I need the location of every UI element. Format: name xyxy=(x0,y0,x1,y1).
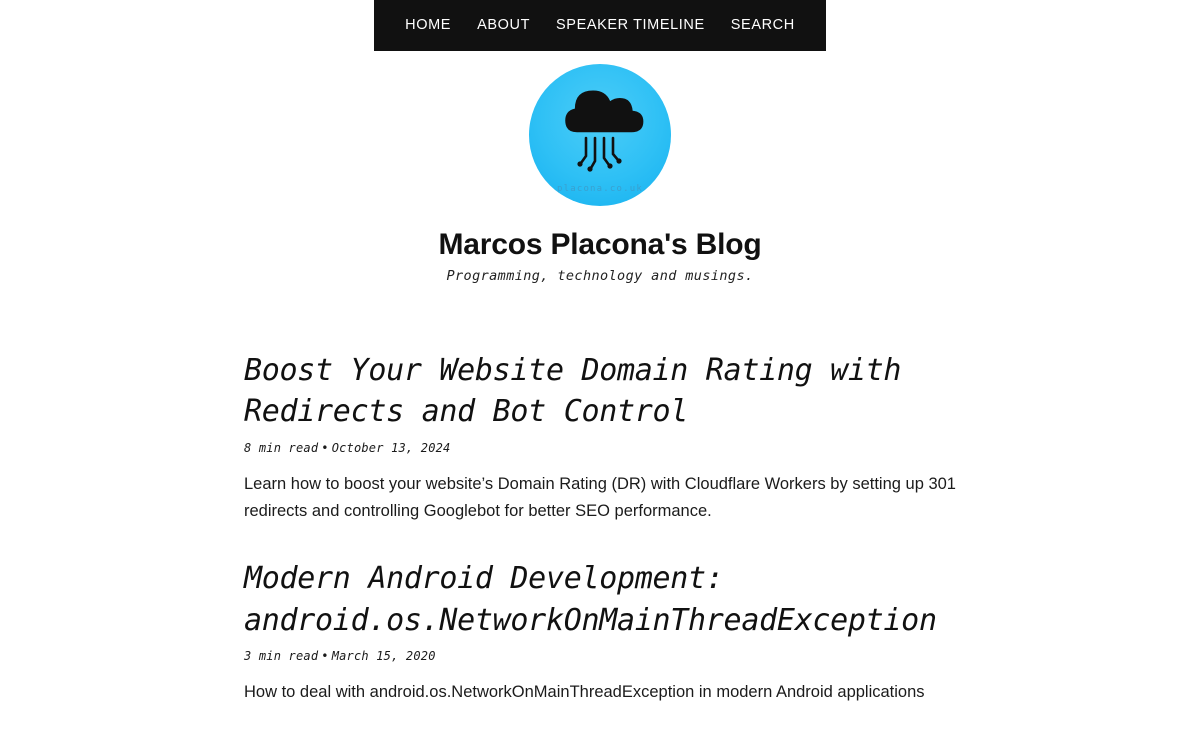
post-item xyxy=(244,558,956,706)
post-meta-separator: • xyxy=(321,440,329,455)
nav-item-about[interactable]: ABOUT xyxy=(477,17,531,33)
site-title: Marcos Placona's Blog xyxy=(438,228,762,261)
nav-item-speaker-timeline[interactable]: SPEAKER TIMELINE xyxy=(556,17,705,33)
post-date: October 13, 2024 xyxy=(331,440,451,455)
logo-caption: placona.co.uk xyxy=(556,184,644,194)
nav-item-home[interactable]: HOME xyxy=(405,17,452,33)
site-header xyxy=(0,51,1200,284)
post-meta-separator: • xyxy=(321,649,329,663)
main-navigation xyxy=(374,0,826,51)
post-meta xyxy=(244,649,956,663)
nav-bar-wrapper xyxy=(0,0,1200,51)
post-excerpt: Learn how to boost your website’s Domain Rating (DR) with Cloudflare Workers by setting up 301 redirects and controlling Googlebot for better SEO performance. xyxy=(244,474,956,520)
post-meta xyxy=(244,441,956,455)
site-logo[interactable] xyxy=(529,64,671,206)
post-date: March 15, 2020 xyxy=(331,649,436,663)
post-title-link[interactable]: Boost Your Website Domain Rating with Redirects and Bot Control xyxy=(244,353,902,430)
post-list xyxy=(244,284,956,706)
post-read-time: 3 min read xyxy=(244,649,319,663)
nav-item-search[interactable]: SEARCH xyxy=(730,17,795,33)
post-title-link[interactable]: Modern Android Development: android.os.NetworkOnMainThreadException xyxy=(244,561,937,638)
site-tagline: Programming, technology and musings. xyxy=(446,268,754,284)
post-excerpt: How to deal with android.os.NetworkOnMainThreadException in modern Android applications xyxy=(244,683,925,701)
post-read-time: 8 min read xyxy=(244,440,319,455)
post-item xyxy=(244,350,956,524)
